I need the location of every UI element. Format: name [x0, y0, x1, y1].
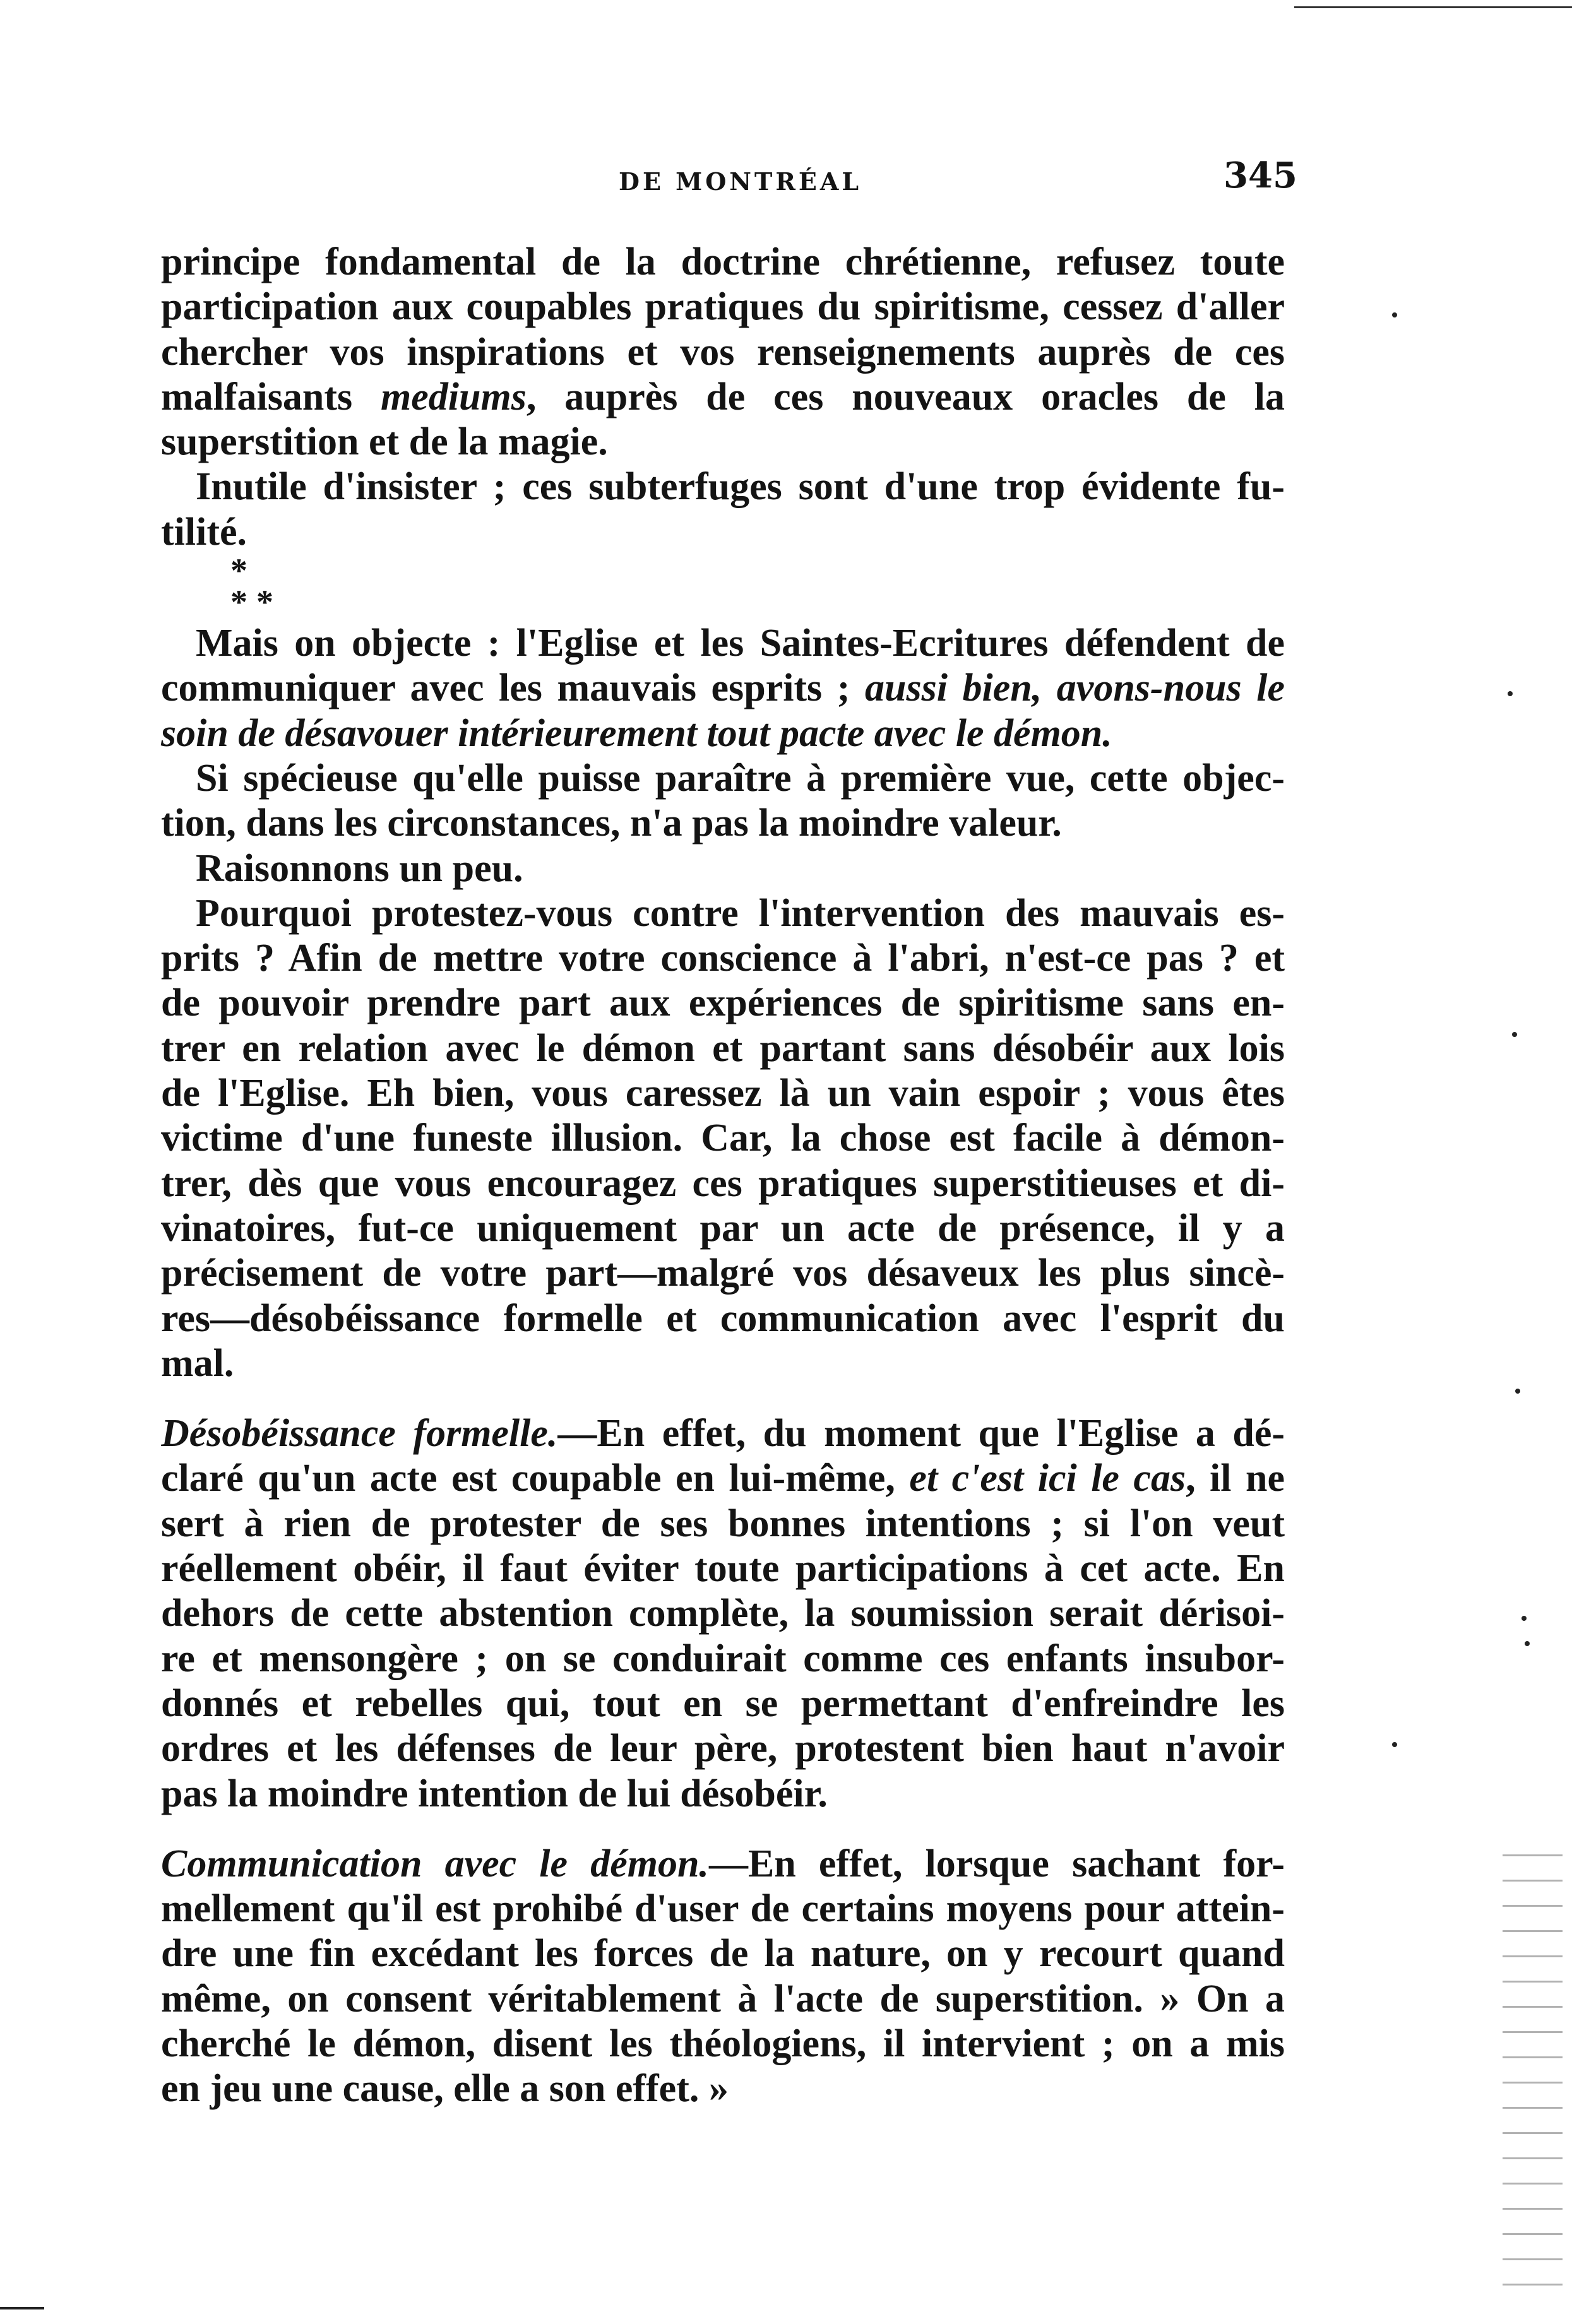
page-number: 345 [1224, 155, 1297, 196]
italic-run: et c'est ici le cas [909, 1457, 1186, 1500]
text-line [161, 711, 1285, 756]
scan-bottom-rule [0, 2307, 44, 2309]
scan-top-rule [1294, 6, 1572, 8]
text-line: superstition et de la magie. [161, 420, 608, 464]
text-line: dehors de cette abstention complète, la soumission serait dérisoi- [161, 1592, 1285, 1635]
text-line: de pouvoir prendre part aux expériences de spiritisme sans en- [161, 981, 1285, 1025]
text-run: , auprès de ces nouveaux oracles de la [526, 375, 1285, 418]
text-run: , il ne [1186, 1457, 1285, 1500]
speck [1512, 1032, 1517, 1037]
text-run: —En effet, du moment que l'Eglise a dé- [557, 1412, 1285, 1455]
text-line: mellement qu'il est prohibé d'user de certains moyens pour attein- [161, 1887, 1285, 1931]
text-line: vinatoires, fut-ce uniquement par un acte de présence, il y a [161, 1206, 1285, 1250]
speck [1392, 1742, 1397, 1747]
asterism-top: * [230, 552, 247, 590]
text-line: re et mensongère ; on se conduirait comme ces enfants insubor- [161, 1637, 1285, 1680]
text-line: prits ? Afin de mettre votre conscience à l'abri, n'est-ce pas ? et [161, 937, 1285, 980]
paragraph [161, 465, 1285, 555]
text-line: pas la moindre intention de lui désobéir. [161, 1772, 828, 1815]
speck [1392, 312, 1397, 317]
text-line: cherché le démon, disent les théologiens, il intervient ; on a mis [161, 2022, 1285, 2065]
asterism-ornament [161, 552, 1285, 622]
text-line: participation aux coupables pratiques du spiritisme, cessez d'aller [161, 285, 1285, 329]
text-line [161, 1842, 1285, 1887]
text-line [161, 1456, 1285, 1501]
paragraph-gap [161, 1817, 1285, 1842]
paragraph [161, 846, 1285, 891]
text-line: tilité. [161, 510, 247, 554]
paragraph-gap [161, 1386, 1285, 1411]
body-text [161, 240, 1285, 2112]
text-line [161, 666, 1285, 711]
paragraph [161, 240, 1285, 465]
speck [1508, 691, 1513, 696]
running-head [161, 155, 1297, 205]
running-title: DE MONTRÉAL [619, 167, 862, 196]
text-line: même, on consent véritablement à l'acte de superstition. » On a [161, 1977, 1285, 2020]
text-line: sert à rien de protester de ses bonnes intentions ; si l'on veut [161, 1502, 1285, 1545]
text-line: ordres et les défenses de leur père, protestent bien haut n'avoir [161, 1727, 1285, 1770]
text-line: tion, dans les circonstances, n'a pas la moindre valeur. [161, 802, 1062, 845]
asterism-row: ** [230, 583, 282, 622]
italic-run: soin de désavouer intérieurement tout pacte avec le démon. [161, 711, 1112, 755]
text-line: trer en relation avec le démon et partant sans désobéir aux lois [161, 1026, 1285, 1070]
italic-term: mediums [381, 375, 527, 418]
text-line: res—désobéissance formelle et communication avec l'esprit du [161, 1296, 1285, 1340]
text-line: donnés et rebelles qui, tout en se permettant d'enfreindre les [161, 1681, 1285, 1725]
section-lead: Communication avec le démon. [161, 1842, 709, 1885]
text-line: Raisonnons un peu. [196, 846, 523, 890]
paragraph [161, 1842, 1285, 2112]
text-run: malfaisants [161, 375, 381, 418]
text-line: en jeu une cause, elle a son effet. » [161, 2067, 729, 2111]
text-line [161, 375, 1285, 420]
text-line: dre une fin excédant les forces de la nature, on y recourt quand [161, 1932, 1285, 1976]
text-line: réellement obéir, il faut éviter toute participations à cet acte. En [161, 1547, 1285, 1591]
text-line: trer, dès que vous encouragez ces pratiques superstitieuses et di- [161, 1161, 1285, 1205]
paragraph [161, 621, 1285, 756]
text-run: claré qu'un acte est coupable en lui-même, [161, 1457, 910, 1500]
paragraph [161, 1411, 1285, 1817]
text-line: Mais on objecte : l'Eglise et les Saintes-Ecritures défendent de [196, 622, 1285, 665]
text-line: chercher vos inspirations et vos renseignements auprès de ces [161, 330, 1285, 374]
speck [1521, 1616, 1527, 1621]
text-line: victime d'une funeste illusion. Car, la chose est facile à démon- [161, 1117, 1285, 1160]
paragraph [161, 756, 1285, 846]
text-line: Si spécieuse qu'elle puisse paraître à première vue, cette objec- [196, 756, 1285, 800]
section-lead: Désobéissance formelle. [161, 1412, 558, 1455]
text-line: précisement de votre part—malgré vos désaveux les plus sincè- [161, 1252, 1285, 1295]
text-line: de l'Eglise. Eh bien, vous caressez là un vain espoir ; vous êtes [161, 1072, 1285, 1115]
text-run: —En effet, lorsque sachant for- [708, 1842, 1285, 1885]
scan-edge-noise [1503, 1843, 1563, 2297]
speck [1515, 1389, 1520, 1394]
text-line [161, 1411, 1285, 1456]
speck [1525, 1641, 1530, 1646]
text-line: Inutile d'insister ; ces subterfuges sont d'une trop évidente fu- [196, 465, 1285, 509]
paragraph [161, 891, 1285, 1386]
italic-run: aussi bien, avons-nous le [864, 667, 1285, 710]
text-line: Pourquoi protestez-vous contre l'intervention des mauvais es- [196, 891, 1285, 935]
text-line: mal. [161, 1341, 234, 1385]
text-run: communiquer avec les mauvais esprits ; [161, 667, 865, 710]
text-line: principe fondamental de la doctrine chrétienne, refusez toute [161, 240, 1285, 283]
